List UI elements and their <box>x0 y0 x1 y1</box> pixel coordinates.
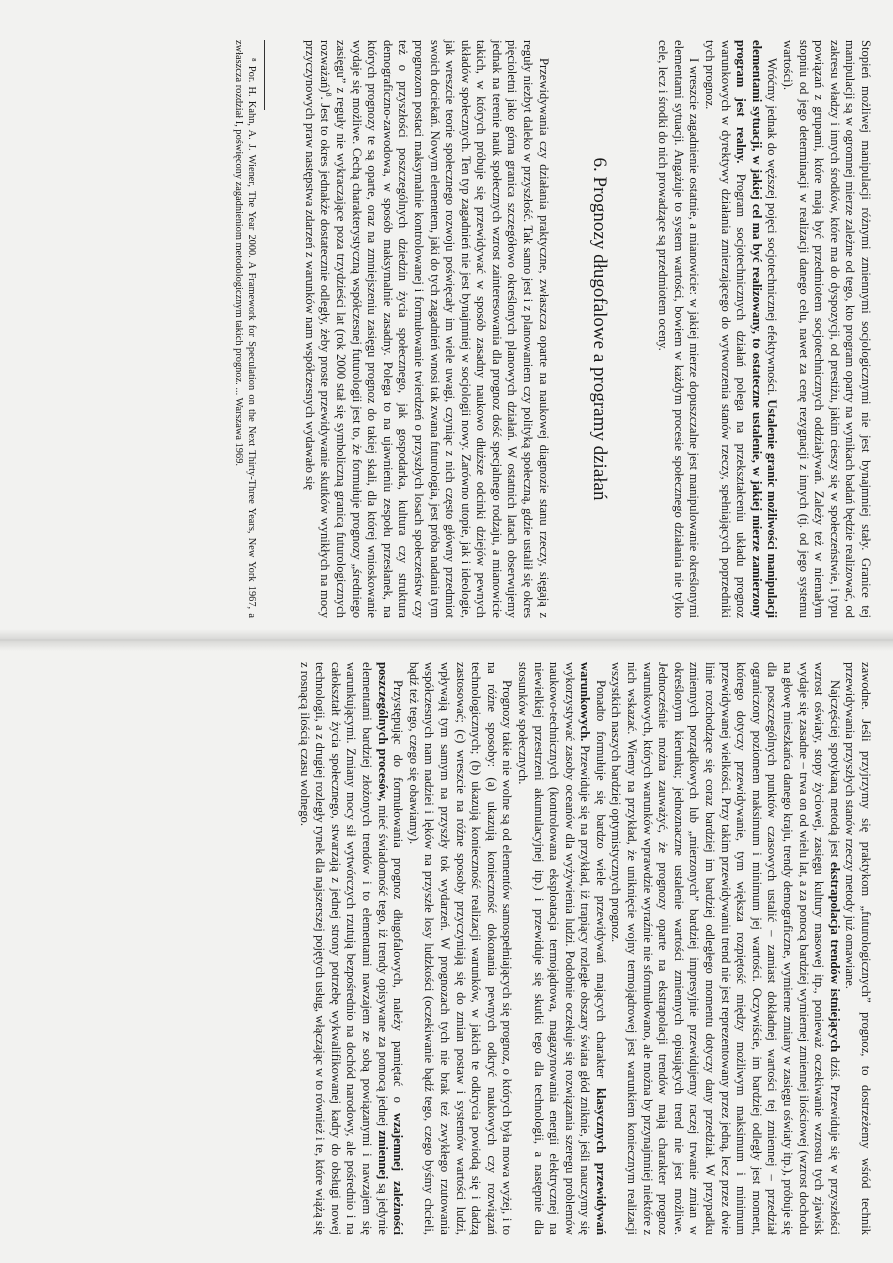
text-run: Przewidywania czy działania praktyczne, zwłaszcza oparte na naukowej diagnozie stanu rzeczy, sięgają z reguły niezbyt daleko w przyszłość. Tak samo jest i z planowaniem czy polityką społeczną, gdzie ustalił się okres pięcioletni jako górna granica szczegółowo określonych planowych działań. W ostatnich latach obserwujemy jednak na terenie nauk społecznych wzrost zainteresowania dla prognoz dość specjalnego rodzaju, a mianowicie takich, w których próbuje się przewidywać w sposób zasadny naukowo dłuższe odcinki dziejów pewnych układów społecznych. Ten typ zagadnień nie jest bynajmniej w socjologii nowy. Zarówno utopie, jak i ideologie, jak wreszcie teorie społecznego rozwoju poświęcały im wiele uwagi, czyniąc z nich często główny przedmiot swoich dociekań. Nowym elementem, jaki do tych zagadnień wnosi tak zwana futurologia, jest próba nadania tym prognozom postaci maksymalnie kontrolowanej i formułowanie twierdzeń o przyszłych losach społeczeństw czy też o przyszłości poszczególnych dziedzin życia społecznego, jak gospodarka, kultura czy struktura demograficzno-zawodowa, w sposób maksymalnie zasadny. Polega to na ujawnieniu zespołu przesłanek, na których prognozy te są oparte, oraz na zmniejszeniu zasięgu prognoz do takiej skali, dla której wnioskowanie wydaje się możliwe. Cechą charakterystyczną współczesnej futurologii jest to, że formułuje prognozy „średniego zasięgu” z reguły nie wykraczające poza trzydzieści lat (rok 2000 stał się symboliczną granicą futurologicznych rozważań) <box>318 40 551 618</box>
bold-text: klasycznych przewidywań warunkowych. <box>578 662 608 1235</box>
text-run: . Jest to okres jednakże dostatecznie odległy, żeby proste przewidywanie skutków wynikłych na mocy przyczynowych praw następstwa zdarzeń z warunków nam współczesnych wydawało się <box>302 40 333 618</box>
paragraph <box>514 662 608 1235</box>
text-run: Przewiduje się na przykład, iż trapiący rozległe obszary świata głód zniknie, jeśli nauczymy się wykorzystywać zasoby oceanów dla wyżywienia ludzi. Podobnie oczekuje się rozwiązania szeregu problemów naukowo-technicznych (kontrolowana eksploatacja termojądrowa, magazynowania energii elektrycznej na niewielkiej przestrzeni akumulacyjnej itp.) i przewiduje się skutki tego dla technologii, a następnie dla stosunków społecznych. <box>515 662 593 1235</box>
book-gutter-shadow <box>0 629 893 651</box>
paragraph: Prognozy takie nie wolne są od elementów samospełniających się prognoz, o których była mowa wyżej, i to na różne sposoby: (a) ukazują konieczność dokonania pewnych odkryć naukowych czy rozwiązań technologicznych; (b) ukazują konieczność realizacji warunków, w jakich te odkrycia powiodą się i dadzą zastosować; (c) wreszcie na różne sposoby przyczyniają się do zmian postaw i systemów wartości ludzi, wpływają tym samym na przyszły tok wydarzeń. W prognozach tych nie brak też zwykłego rzutowania współczesnych nam nadziei i lęków na przyszłe losy ludzkości (oczekiwanie bądź tego, czego byśmy chcieli, bądź też tego, czego się obawiamy). <box>406 662 515 1235</box>
text-run: Program socjotechnicznych działań polega na przekształceniu układu prognoz warunkowych w dyrektywy działania zmierzającego do wytworzenia stanów rzeczy, spełniających poprzedniki tych prognoz. <box>703 40 749 618</box>
section-heading: 6. Prognozy długofalowe a programy działań <box>588 157 610 501</box>
footnote-ref: 8 <box>324 92 334 97</box>
text-run: Najczęściej spotykaną metodą jest <box>827 680 842 858</box>
bold-text: Ustalenie granic możliwości manipulacji elementami sytuacji, w jakiej cel ma być realizowany, to ostateczne ustalenie, w jakiej mierze zamierzony program jest realny. <box>734 40 780 618</box>
text-run: dziś. Przewiduje się w przyszłości wzrost oświaty, stopy życiowej, zasięgu kultury masowej itp., ponieważ oczekiwanie wzrostu tych zjawisk wydaje się zasadne – trwa on od wielu lat, a za ponocą bardziej wymiernej zmiennej ilościowej (wzrost dochodu na głowę mieszkańca danego kraju, trendy demograficzne, wymierne zmiany w zasięgu oświaty itp.), próbuje się dla poszczególnych punktów czasowych ustalić – zamiast dokładnej wartości tej zmiennej – przedział ograniczony poziomem maksimum i minimum jej wartości. Oczywiście, im bardziej odległy jest moment, którego dotyczy przewidywanie, tym większa rozpiętość między możliwym maksimum i minimum przewidywanej wielkości. Przy takim przewidywaniu trend nie jest reprezentowany przez jedną, lecz przez dwie linie rozchodzące się coraz bardziej im bardziej odległego momentu dotyczy dany przedział. W przypadku zmiennych porządkowych lub „mierzonych” bardziej impresyjnie przewidujemy raczej trwanie zmian w określonym kierunku; jednoznaczne ustalenie wartości zmiennych opisujących trend nie jest możliwe. Jednocześnie można zauważyć, że prognozy oparte na ekstrapolacji trendów mają charakter prognoz warunkowych, których warunków wprawdzie wyraźnie nie sformułowano, ale można by przynajmniej niektóre z nich wskazać. Wiemy na przykład, że uniknięcie wojny termojądrowej jest warunkiem koniecznym realizacji wszystkich naszych bardziej optymistycznych prognoz. <box>609 662 842 1235</box>
bold-text: wzajemnej zależności poszczególnych procesów, <box>375 662 406 1235</box>
paragraph: I wreszcie zagadnienie ostatnie, a mianowicie: w jakiej mierze dopuszczalne jest manipulowanie określonymi elementami sytuacji. Angażuje to system wartości, bowiem w każdym procesie społecznego działania nie tylko cele, lecz i środki do nich prowadzące są przedmiotem oceny. <box>656 40 702 618</box>
paragraph <box>301 40 551 618</box>
text-run: są jedynie elementami bardziej złożonych trendów i to elementami nawzajem ze sobą powiązanymi i nawzajem się warunkującymi. Zmiany mocy sił wytwórczych rzutują bezpośrednio na dochód narodowy, ale pośrednio i na całokształt życia społecznego, stwarzają z jednej strony potrzebę wykwalifikowanej kadry do obsługi nowej technologii, a z drugiej rozległy rynek dla najszerszej pojętych usług, włączając w to również i te, które wiążą się z rosnącą ilością czasu wolnego. <box>297 662 390 1235</box>
footnote-divider <box>264 40 265 110</box>
right-page <box>0 640 893 1263</box>
paragraph <box>701 40 779 618</box>
text-run: Przystępując do formułowania prognoz długofalowych, należy pamiętać o <box>391 680 406 1103</box>
text-run: mieć świadomość tego, iż trendy opisywane za pomocą jednej <box>375 805 390 1127</box>
footnote: ⁸ Por. H. Kahn, A. J. Wiener, The Year 2000. A Framework for Speculation on the Next Thirty-Three Years, New York 1967, a zwłaszcza rozdział I, poświęcony zagadnieniom metodologicznym takich prognoz. ... Warszawa 1969. <box>233 40 258 618</box>
bold-text: ekstrapolacja trendów istniejących <box>827 862 842 1053</box>
text-run: Wróćmy jednak do węższej pojęci socjotechnicznej efektywności. <box>765 58 780 396</box>
paragraph: Stopień możliwej manipulacji różnymi zmiennymi socjologicznymi nie jest bynajmniej stały. Granice tej manipulacji są w ogromnej mierze zależne od tego, kto program oparty na wynikach badań będzie realizować, od zakresu władzy i innych środków, które ma do dyspozycji, od prestiżu, jakim cieszy się w społeczeństwie, i typu powiązań z grupami, które mają być przedmiotem socjotechnicznych oddziaływań. Zależy też w niemałym stopniu od jego determinacji w realizacji danego celu, nawet za cenę rezygnacji z innych (tj. od jego systemu wartości). <box>781 40 873 618</box>
paragraph <box>608 662 842 1235</box>
bold-text: zmiennej <box>375 1130 390 1180</box>
text-run: Ponadto formułuje się bardzo wiele przewidywań mających charakter <box>593 680 608 1079</box>
paragraph <box>296 662 405 1235</box>
paragraph: zawodne. Jeśli przyjrzymy się praktykom „futurologicznych” prognoz, to dostrzeżemy wśród technik przewidywania przyszłych stanów rzeczy metody już omawiane. <box>843 662 873 1235</box>
